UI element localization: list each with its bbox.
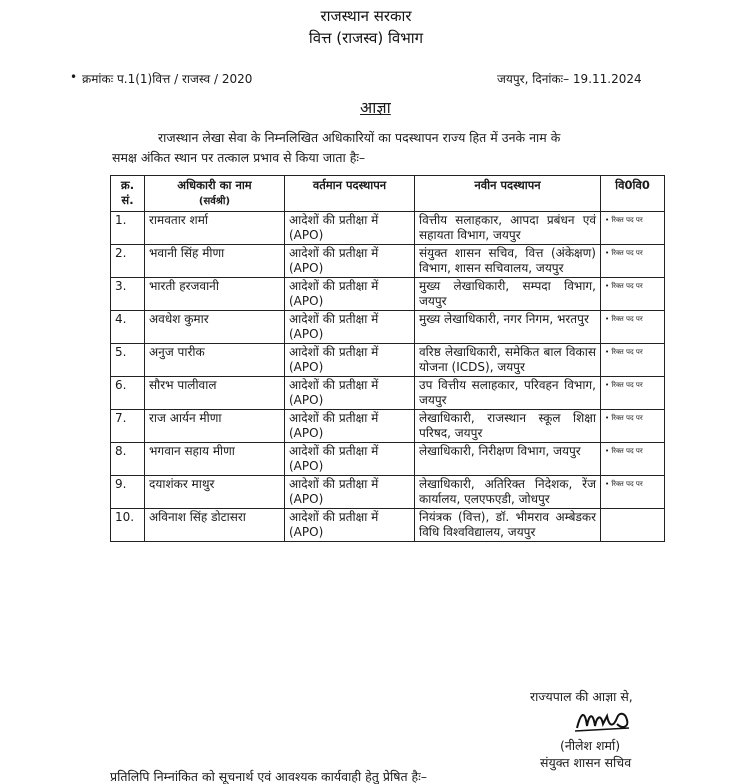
- row-remarks: • रिक्त पद पर: [601, 410, 665, 443]
- department-title: वित्त (राजस्व) विभाग: [308, 29, 424, 47]
- intro-paragraph: [112, 128, 672, 168]
- row-serial: 6.: [111, 377, 145, 410]
- header-officer-name: [145, 176, 285, 212]
- header-serial: क्र. सं.: [111, 176, 145, 212]
- table-row: [111, 509, 665, 542]
- place-and-date: जयपुर, दिनांकः– 19.11.2024: [497, 72, 642, 86]
- row-remarks: • रिक्त पद पर: [601, 476, 665, 509]
- governor-order-line: राज्यपाल की आज्ञा से,: [530, 689, 633, 704]
- row-current-posting: आदेशों की प्रतीक्षा में (APO): [285, 212, 415, 245]
- row-officer-name: अवधेश कुमार: [145, 311, 285, 344]
- row-serial: 1.: [111, 212, 145, 245]
- row-remarks: • रिक्त पद पर: [601, 212, 665, 245]
- row-new-posting: संयुक्त शासन सचिव, वित्त (अंकेक्षण) विभाग, शासन सचिवालय, जयपुर: [415, 245, 601, 278]
- table-row: [111, 212, 665, 245]
- table-row: [111, 476, 665, 509]
- header-name-sub: (सर्वश्री): [198, 196, 231, 207]
- table-row: [111, 377, 665, 410]
- row-current-posting: आदेशों की प्रतीक्षा में (APO): [285, 278, 415, 311]
- signature-mark: [573, 706, 633, 734]
- row-new-posting: मुख्य लेखाधिकारी, सम्पदा विभाग, जयपुर: [415, 278, 601, 311]
- row-officer-name: सौरभ पालीवाल: [145, 377, 285, 410]
- row-current-posting: आदेशों की प्रतीक्षा में (APO): [285, 410, 415, 443]
- row-new-posting: वरिष्ठ लेखाधिकारी, समेकित बाल विकास योजना (ICDS), जयपुर: [415, 344, 601, 377]
- row-officer-name: अनुज पारीक: [145, 344, 285, 377]
- row-remarks: • रिक्त पद पर: [601, 311, 665, 344]
- row-serial: 3.: [111, 278, 145, 311]
- signer-name: (नीलेश शर्मा): [560, 738, 621, 753]
- row-new-posting: वित्तीय सलाहकार, आपदा प्रबंधन एवं सहायता विभाग, जयपुर: [415, 212, 601, 245]
- table-row: [111, 344, 665, 377]
- row-new-posting: लेखाधिकारी, निरीक्षण विभाग, जयपुर: [415, 443, 601, 476]
- row-officer-name: भारती हरजवानी: [145, 278, 285, 311]
- row-serial: 7.: [111, 410, 145, 443]
- row-remarks: • रिक्त पद पर: [601, 344, 665, 377]
- row-officer-name: रामवतार शर्मा: [145, 212, 285, 245]
- row-current-posting: आदेशों की प्रतीक्षा में (APO): [285, 311, 415, 344]
- copy-to-line: प्रतिलिपि निम्नांकित को सूचनार्थ एवं आवश्यक कार्यवाही हेतु प्रेषित हैः–: [110, 769, 427, 784]
- margin-bullet: •: [70, 70, 78, 84]
- government-title: राजस्थान सरकार: [320, 7, 412, 25]
- row-remarks: • रिक्त पद पर: [601, 245, 665, 278]
- table-row: [111, 410, 665, 443]
- table-row: [111, 278, 665, 311]
- row-current-posting: आदेशों की प्रतीक्षा में (APO): [285, 245, 415, 278]
- row-remarks: [601, 509, 665, 542]
- table-row: [111, 245, 665, 278]
- header-current-posting: वर्तमान पदस्थापन: [285, 176, 415, 212]
- order-heading: आज्ञा: [360, 98, 391, 117]
- row-serial: 10.: [111, 509, 145, 542]
- row-current-posting: आदेशों की प्रतीक्षा में (APO): [285, 476, 415, 509]
- row-remarks: • रिक्त पद पर: [601, 443, 665, 476]
- row-new-posting: मुख्य लेखाधिकारी, नगर निगम, भरतपुर: [415, 311, 601, 344]
- row-serial: 2.: [111, 245, 145, 278]
- row-current-posting: आदेशों की प्रतीक्षा में (APO): [285, 509, 415, 542]
- table-row: [111, 311, 665, 344]
- intro-line-2: समक्ष अंकित स्थान पर तत्काल प्रभाव से किया जाता हैः–: [112, 150, 366, 165]
- row-officer-name: अविनाश सिंह डोटासरा: [145, 509, 285, 542]
- row-serial: 5.: [111, 344, 145, 377]
- order-number: क्रमांकः प.1(1)वित्त / राजस्व / 2020: [82, 72, 253, 86]
- row-new-posting: लेखाधिकारी, राजस्थान स्कूल शिक्षा परिषद, जयपुर: [415, 410, 601, 443]
- row-current-posting: आदेशों की प्रतीक्षा में (APO): [285, 377, 415, 410]
- table-header-row: [111, 176, 665, 212]
- header-name-label: अधिकारी का नाम: [177, 178, 252, 192]
- row-officer-name: भवानी सिंह मीणा: [145, 245, 285, 278]
- postings-table: [110, 175, 665, 542]
- intro-line-1: राजस्थान लेखा सेवा के निम्नलिखित अधिकारियों का पदस्थापन राज्य हित में उनके नाम के: [158, 130, 561, 145]
- row-current-posting: आदेशों की प्रतीक्षा में (APO): [285, 443, 415, 476]
- row-officer-name: दयाशंकर माथुर: [145, 476, 285, 509]
- row-current-posting: आदेशों की प्रतीक्षा में (APO): [285, 344, 415, 377]
- row-new-posting: लेखाधिकारी, अतिरिक्त निदेशक, रेंज कार्यालय, एलएफएडी, जोधपुर: [415, 476, 601, 509]
- row-new-posting: नियंत्रक (वित्त), डॉ. भीमराव अम्बेडकर विधि विश्वविद्यालय, जयपुर: [415, 509, 601, 542]
- row-new-posting: उप वित्तीय सलाहकार, परिवहन विभाग, जयपुर: [415, 377, 601, 410]
- row-serial: 4.: [111, 311, 145, 344]
- header-new-posting: नवीन पदस्थापन: [415, 176, 601, 212]
- row-remarks: • रिक्त पद पर: [601, 377, 665, 410]
- header-remarks: वि0वि0: [601, 176, 665, 212]
- table-row: [111, 443, 665, 476]
- row-remarks: • रिक्त पद पर: [601, 278, 665, 311]
- row-officer-name: भगवान सहाय मीणा: [145, 443, 285, 476]
- row-serial: 8.: [111, 443, 145, 476]
- row-officer-name: राज आर्यन मीणा: [145, 410, 285, 443]
- signer-designation: संयुक्त शासन सचिव: [540, 755, 632, 770]
- row-serial: 9.: [111, 476, 145, 509]
